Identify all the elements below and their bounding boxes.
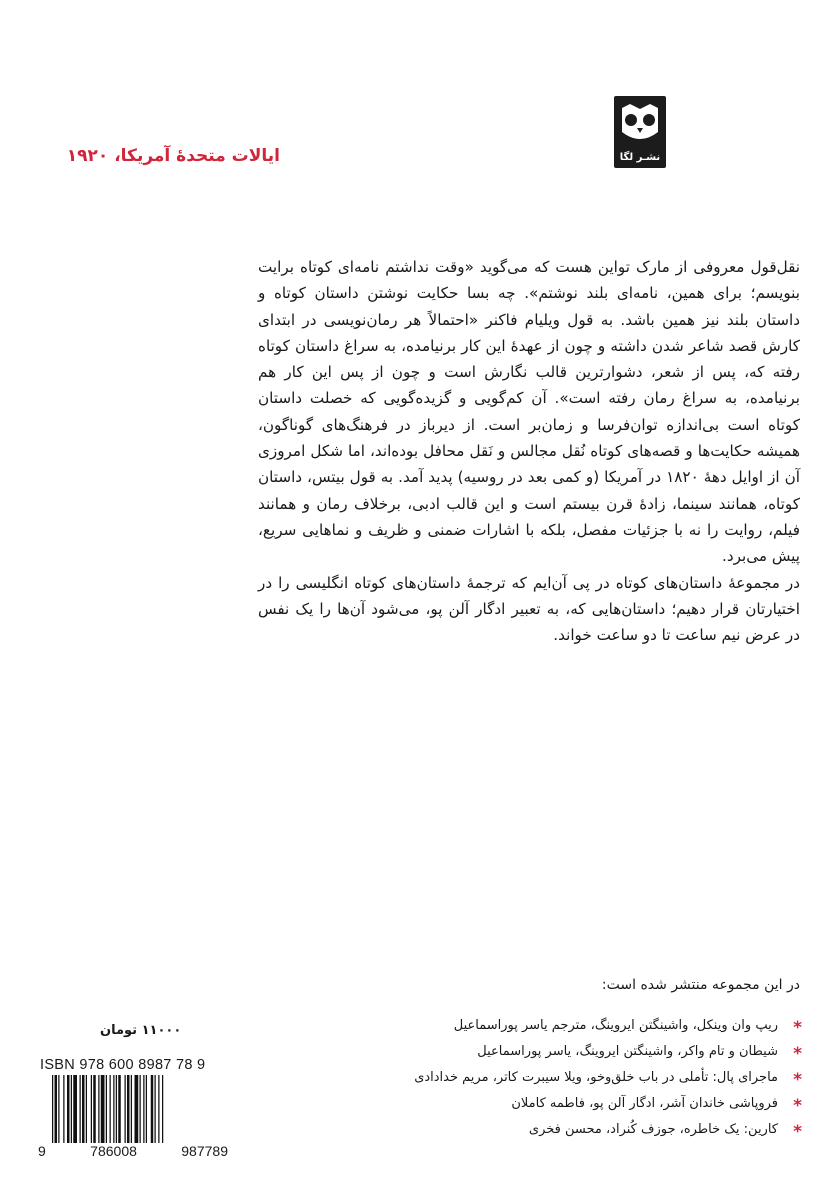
series-item-title: کارین: یک خاطره، جوزف کُنراد، محسن فخری <box>528 1122 778 1137</box>
owl-icon <box>614 96 666 152</box>
blurb-paragraph: در مجموعهٔ داستان‌های کوتاه در پی آن‌ایم که ترجمهٔ داستان‌های کوتاه انگلیسی را در اختیارتان قرار دهیم؛ داستان‌هایی که، به تعبیر ادگار آلن پو، می‌شود آن‌ها را یک نفس در عرض نیم ساعت تا دو ساعت خواند. <box>258 573 800 645</box>
series-item-title: ماجرای پال: تأملی در باب خلق‌وخو، ویلا سیبرت کاتر، مریم خدادادی <box>414 1070 778 1085</box>
barcode-digit-group: 9 <box>38 1143 46 1159</box>
list-item <box>240 1120 802 1146</box>
barcode-digits <box>38 1143 228 1159</box>
series-item-title: فروپاشی خاندان آشر، ادگار آلن پو، فاطمه کاملان <box>511 1096 778 1111</box>
asterisk-icon: * <box>793 1122 802 1142</box>
asterisk-icon: * <box>793 1018 802 1038</box>
asterisk-icon: * <box>793 1096 802 1116</box>
list-item <box>240 1042 802 1068</box>
blurb-paragraph: نقل‌قول معروفی از مارک تواین هست که می‌گوید «وقت نداشتم نامه‌ای کوتاه برایت بنویسم؛ برای همین، نامه‌ای بلند نوشتم». چه بسا حکایت نوشتن داستان کوتاه و داستان بلند نیز همین باشد. به قول ویلیام فاکنر «احتمالاً هر رمان‌نویسی در ابتدای کارش قصد شاعر شدن داشته و چون از عهدهٔ این کار برنیامده، به سراغ داستان کوتاه رفته که، پس از شعر، دشوارترین قالب نگارش است و چون از پس این کار هم برنیامده، به سراغ رمان رفته است». آن کم‌گویی و گزیده‌گویی که خصلت داستان کوتاه است بی‌اندازه توان‌فرسا و زمان‌بر است. از دیرباز در فرهنگ‌های گوناگون، همیشه حکایت‌ها و قصه‌های کوتاه نُقل مجالس و نَقل محافل بوده‌اند، اما شکل امروزی آن از اوایل دههٔ ۱۸۲۰ در آمریکا (و کمی بعد در روسیه) پدید آمد. به قول بیتس، داستان کوتاه، همانند سینما، زادهٔ قرن بیستم است و این قالب ادبی، برخلاف رمان و همانند فیلم، روایت را نه با جزئیات مفصل، بلکه با اشارات ضمنی و ظریف و نماهایی سریع، پیش می‌برد. <box>258 258 800 566</box>
list-item <box>240 1094 802 1120</box>
publisher-name: نشـر لگا <box>619 152 661 163</box>
blurb <box>258 254 800 648</box>
series-item-title: شیطان و تام واکر، واشینگتن ایروینگ، یاسر پوراسماعیل <box>477 1044 778 1059</box>
series-list <box>240 1016 802 1146</box>
isbn-number: ISBN 978 600 8987 78 9 <box>40 1057 206 1073</box>
publisher-logo <box>614 96 666 168</box>
asterisk-icon: * <box>793 1044 802 1064</box>
barcode-digit-group: 987789 <box>181 1143 228 1159</box>
price-label: ۱۱۰۰۰ تومان <box>100 1023 182 1038</box>
asterisk-icon: * <box>793 1070 802 1090</box>
series-item-title: ریپ وان وینکل، واشینگتن ایروینگ، مترجم یاسر پوراسماعیل <box>453 1018 778 1033</box>
barcode-icon <box>50 1075 220 1143</box>
list-item <box>240 1016 802 1042</box>
list-item <box>240 1068 802 1094</box>
barcode-digit-group: 786008 <box>90 1143 137 1159</box>
series-heading: در این مجموعه منتشر شده است: <box>601 977 800 993</box>
cover-title: ایالات متحدهٔ آمریکا، ۱۹۲۰ <box>66 146 280 166</box>
